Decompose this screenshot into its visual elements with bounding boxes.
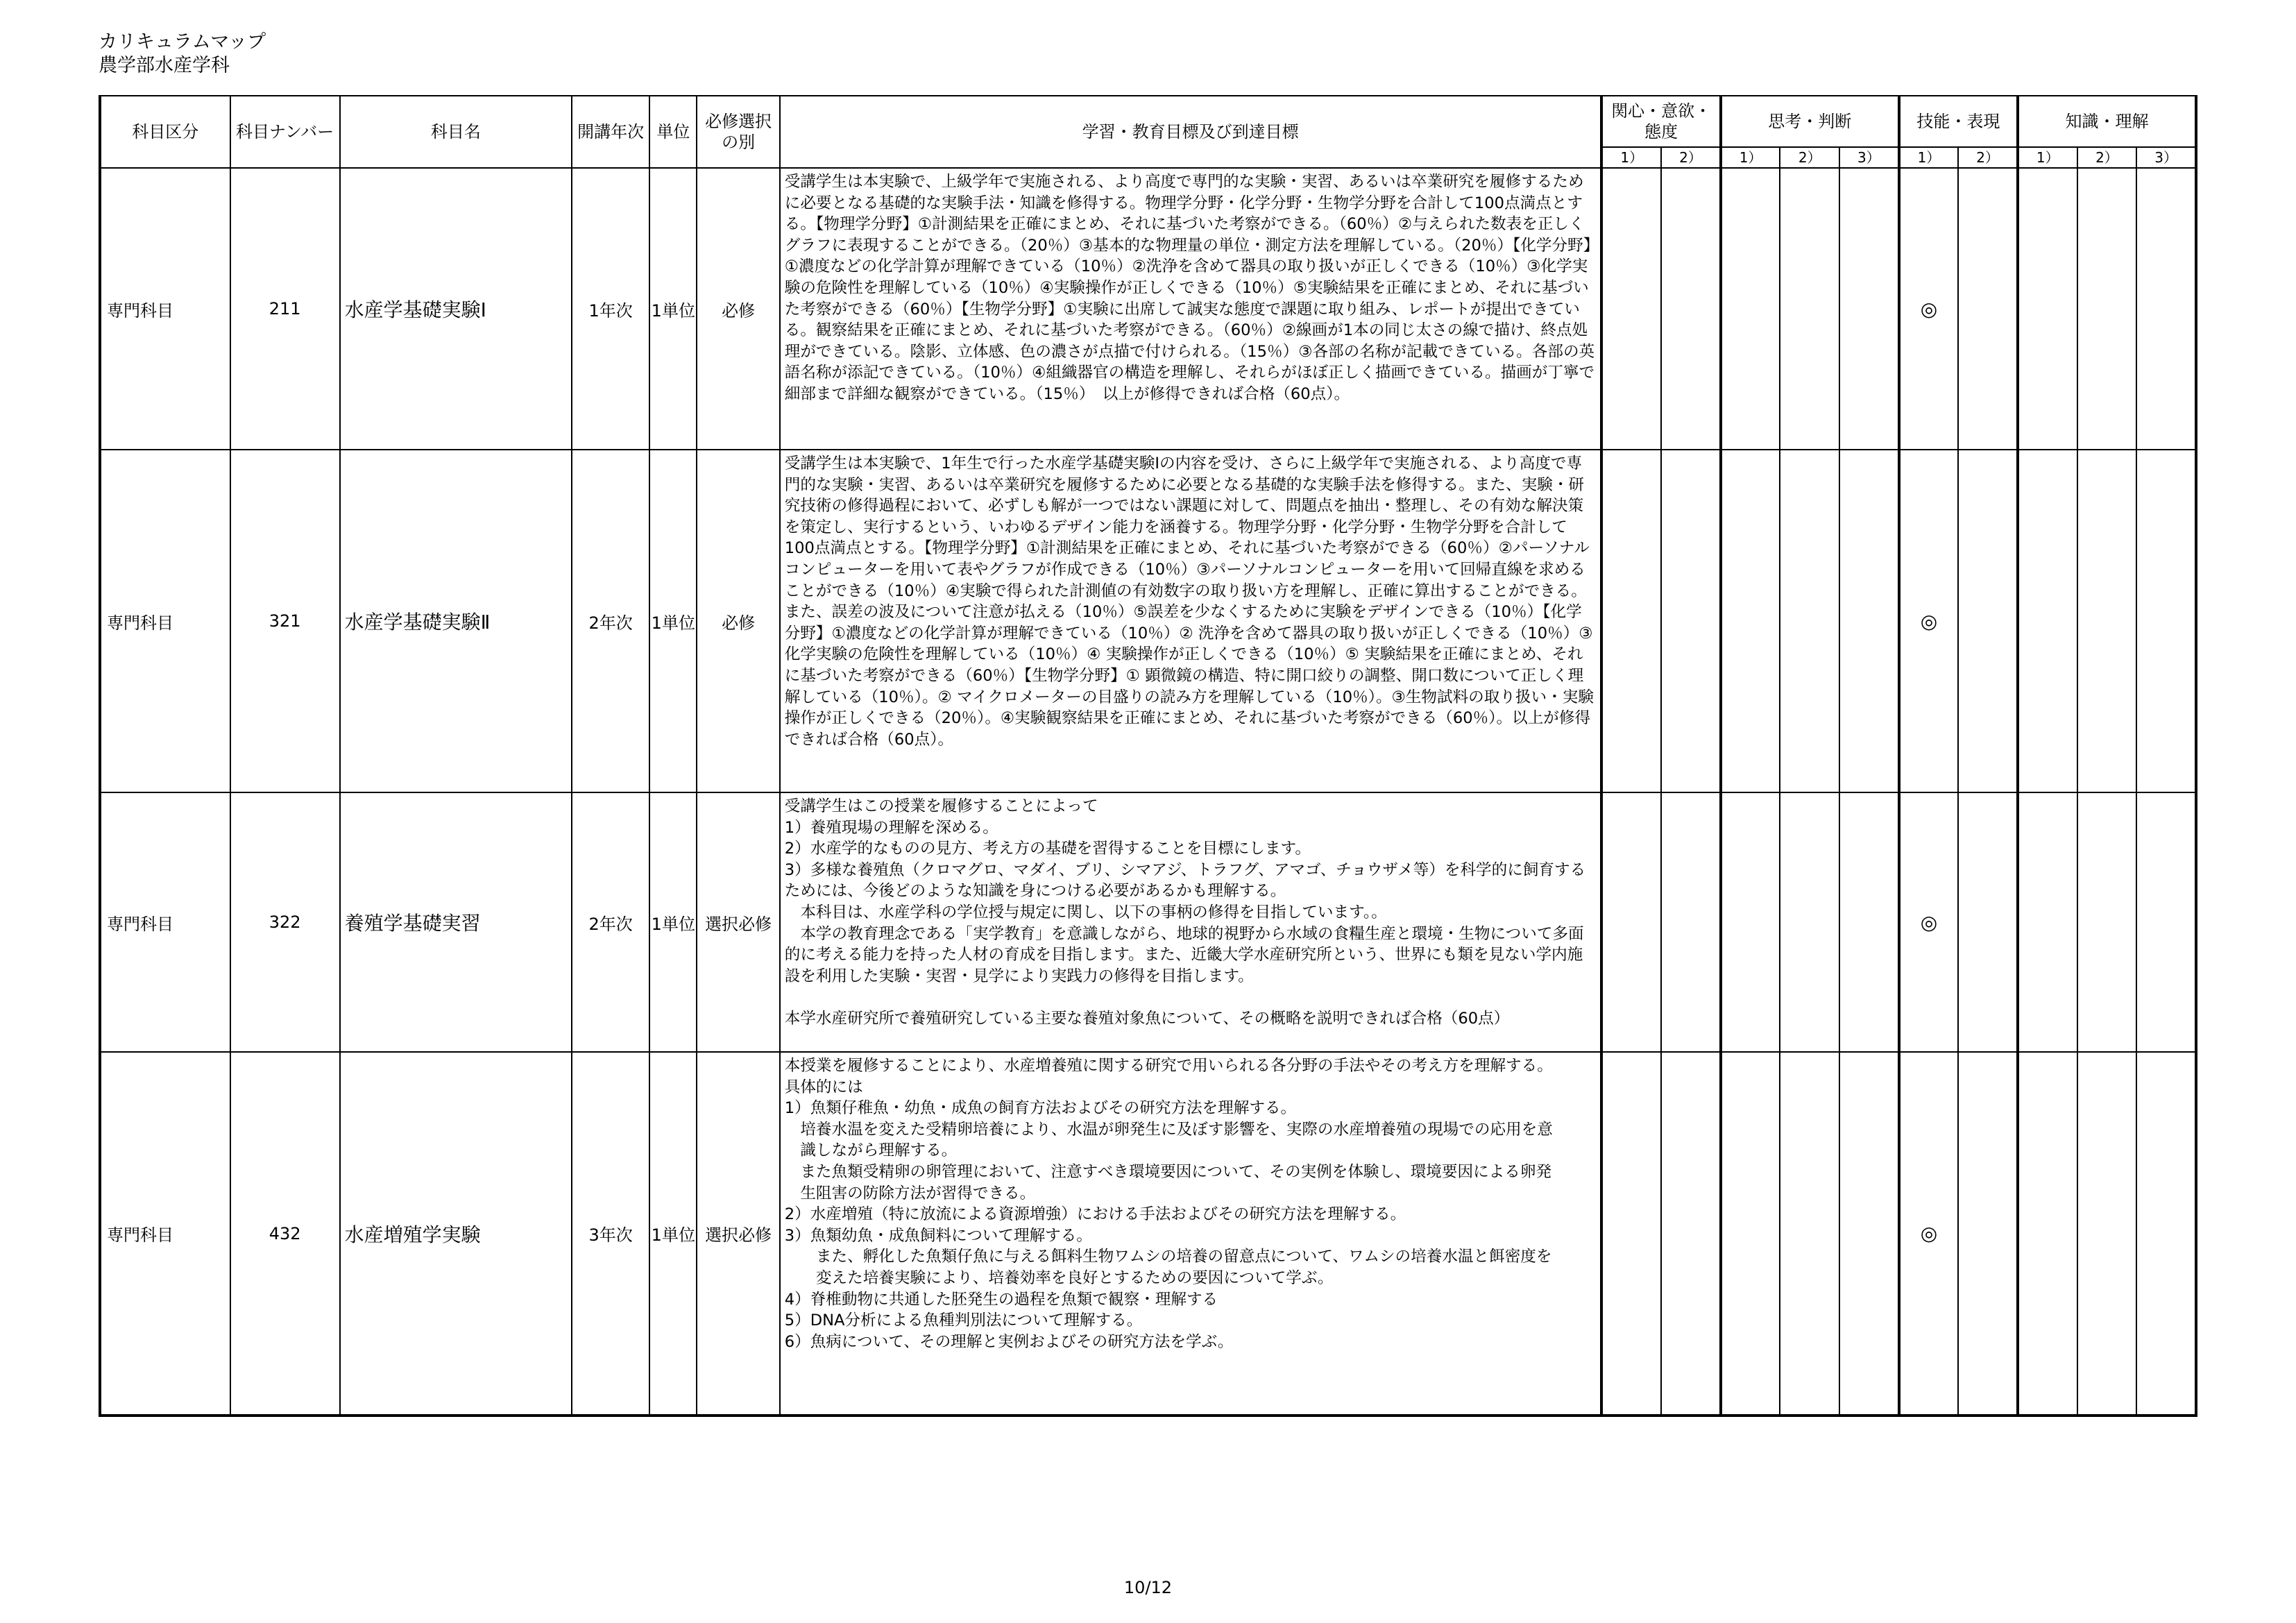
- mark-cell: [1661, 450, 1721, 792]
- header-required: 必修選択の別: [697, 96, 779, 168]
- mark-cell: [2018, 168, 2077, 450]
- year-cell: 1年次: [572, 168, 649, 450]
- goals-description-cell: 受講学生はこの授業を履修することによって 1）養殖現場の理解を深める。 2）水産学的なものの見方、考え方の基礎を習得することを目標にします。 3）多様な養殖魚（クロマグロ、マダイ、ブリ、シマアジ、トラフグ、アマゴ、チョウザメ等）を科学的に飼育するためには、今後どのような知識を身につける必要があるかも理解する。 本科目は、水産学科の学位授与規定に関し、以下の事柄の修得を目指しています。。 本学の教育理念である「実学教育」を意識しながら、地球的視野から水域の食糧生産と環境・生物について多面的に考える能力を持った人材の育成を目指します。また、近畿大学水産研究所という、世界にも類を見ない学内施設を利用した実験・実習・見学により実践力の修得を目指します。 本学水産研究所で養殖研究している主要な養殖対象魚について、その概略を説明できれば合格（60点）: [780, 792, 1602, 1052]
- mark-cell: [2018, 792, 2077, 1052]
- department-name: 農学部水産学科: [99, 55, 230, 76]
- mark-cell: [1721, 168, 1780, 450]
- course-name-cell: 水産学基礎実験Ⅰ: [340, 168, 572, 450]
- sub-header-cell: 1）: [1601, 147, 1661, 168]
- header-interest-attitude: 関心・意欲・態度: [1601, 96, 1720, 147]
- double-circle-mark: ◎: [1899, 792, 1959, 1052]
- credits-cell: 1単位: [649, 168, 697, 450]
- category-cell: 専門科目: [100, 168, 230, 450]
- double-circle-mark: ◎: [1899, 450, 1959, 792]
- mark-cell: [1780, 792, 1839, 1052]
- sub-header-cell: 3）: [2136, 147, 2196, 168]
- sub-header-cell: 3）: [1839, 147, 1899, 168]
- year-cell: 2年次: [572, 792, 649, 1052]
- mark-cell: [1721, 1052, 1780, 1416]
- mark-cell: [2018, 450, 2077, 792]
- mark-cell: [1839, 792, 1899, 1052]
- mark-cell: [2018, 1052, 2077, 1416]
- required-type-cell: 選択必修: [697, 1052, 779, 1416]
- mark-cell: [1780, 450, 1839, 792]
- mark-cell: [1721, 450, 1780, 792]
- mark-cell: [1721, 792, 1780, 1052]
- category-cell: 専門科目: [100, 792, 230, 1052]
- year-cell: 2年次: [572, 450, 649, 792]
- course-name-cell: 水産学基礎実験Ⅱ: [340, 450, 572, 792]
- year-cell: 3年次: [572, 1052, 649, 1416]
- table-row: [100, 1052, 2196, 1416]
- document-title: カリキュラムマップ: [99, 31, 266, 53]
- required-type-cell: 選択必修: [697, 792, 779, 1052]
- mark-cell: [1958, 450, 2018, 792]
- category-cell: 専門科目: [100, 450, 230, 792]
- header-knowledge-understanding: 知識・理解: [2018, 96, 2196, 147]
- curriculum-map-table: [99, 95, 2197, 1417]
- page-header: [99, 31, 266, 78]
- sub-header-cell: 2）: [1780, 147, 1839, 168]
- mark-cell: [1839, 168, 1899, 450]
- table-body: [100, 168, 2196, 1416]
- mark-cell: [2136, 1052, 2196, 1416]
- credits-cell: 1単位: [649, 1052, 697, 1416]
- mark-cell: [2136, 450, 2196, 792]
- mark-cell: [1839, 1052, 1899, 1416]
- mark-cell: [2077, 1052, 2137, 1416]
- table-row: [100, 168, 2196, 450]
- page-number: 10/12: [1123, 1578, 1173, 1597]
- mark-cell: [1661, 792, 1721, 1052]
- required-type-cell: 必修: [697, 168, 779, 450]
- credits-cell: 1単位: [649, 450, 697, 792]
- course-name-cell: 水産増殖学実験: [340, 1052, 572, 1416]
- mark-cell: [1958, 1052, 2018, 1416]
- header-thinking-judgment: 思考・判断: [1721, 96, 1899, 147]
- mark-cell: [1661, 1052, 1721, 1416]
- header-goals: 学習・教育目標及び到達目標: [780, 96, 1602, 168]
- course-name-cell: 養殖学基礎実習: [340, 792, 572, 1052]
- header-year: 開講年次: [572, 96, 649, 168]
- header-category: 科目区分: [100, 96, 230, 168]
- required-type-cell: 必修: [697, 450, 779, 792]
- header-skill-expression: 技能・表現: [1899, 96, 2018, 147]
- mark-cell: [1958, 792, 2018, 1052]
- goals-description-cell: 本授業を履修することにより、水産増養殖に関する研究で用いられる各分野の手法やその考え方を理解する。 具体的には 1）魚類仔稚魚・幼魚・成魚の飼育方法およびその研究方法を理解する。 培養水温を変えた受精卵培養により、水温が卵発生に及ぼす影響を、実際の水産増養殖の現場での応用を意 識しながら理解する。 また魚類受精卵の卵管理において、注意すべき環境要因について、その実例を体験し、環境要因による卵発 生阻害の防除方法が習得できる。 2）水産増殖（特に放流による資源増強）における手法およびその研究方法を理解する。 3）魚類幼魚・成魚飼料について理解する。 また、孵化した魚類仔魚に与える餌料生物ワムシの培養の留意点について、ワムシの培養水温と餌密度を 変えた培養実験により、培養効率を良好とするための要因について学ぶ。 4）脊椎動物に共通した胚発生の過程を魚類で観察・理解する 5）DNA分析による魚種判別法について理解する。 6）魚病について、その理解と実例およびその研究方法を学ぶ。: [780, 1052, 1602, 1416]
- mark-cell: [2077, 168, 2137, 450]
- course-number-cell: 322: [230, 792, 340, 1052]
- header-name: 科目名: [340, 96, 572, 168]
- mark-cell: [2136, 792, 2196, 1052]
- mark-cell: [1601, 792, 1661, 1052]
- sub-header-cell: 2）: [1661, 147, 1721, 168]
- header-credits: 単位: [649, 96, 697, 168]
- course-number-cell: 321: [230, 450, 340, 792]
- course-number-cell: 432: [230, 1052, 340, 1416]
- double-circle-mark: ◎: [1899, 168, 1959, 450]
- mark-cell: [1780, 1052, 1839, 1416]
- double-circle-mark: ◎: [1899, 1052, 1959, 1416]
- sub-header-cell: 1）: [1899, 147, 1959, 168]
- table-row: [100, 450, 2196, 792]
- sub-header-cell: 2）: [1958, 147, 2018, 168]
- credits-cell: 1単位: [649, 792, 697, 1052]
- mark-cell: [2136, 168, 2196, 450]
- course-number-cell: 211: [230, 168, 340, 450]
- mark-cell: [1601, 168, 1661, 450]
- sub-header-cell: 1）: [1721, 147, 1780, 168]
- sub-header-cell: 2）: [2077, 147, 2137, 168]
- mark-cell: [2077, 450, 2137, 792]
- header-number: 科目ナンバー: [230, 96, 340, 168]
- sub-header-cell: 1）: [2018, 147, 2077, 168]
- mark-cell: [1601, 450, 1661, 792]
- mark-cell: [1839, 450, 1899, 792]
- table-row: [100, 792, 2196, 1052]
- goals-description-cell: 受講学生は本実験で、1年生で行った水産学基礎実験Ⅰの内容を受け、さらに上級学年で実施される、より高度で専門的な実験・実習、あるいは卒業研究を履修するために必要となる基礎的な実験手法を修得する。また、実験・研究技術の修得過程において、必ずしも解が一つではない課題に対して、問題点を抽出・整理し、その有効な解決策を策定し、実行するという、いわゆるデザイン能力を涵養する。物理学分野・化学分野・生物学分野を合計して100点満点とする。【物理学分野】①計測結果を正確にまとめ、それに基づいた考察ができる（60％）②パーソナルコンピューターを用いて表やグラフが作成できる（10％）③パーソナルコンピューターを用いて回帰直線を求めることができる（10％）④実験で得られた計測値の有効数字の取り扱い方を理解し、正確に算出することができる。また、誤差の波及について注意が払える（10％）⑤誤差を少なくするために実験をデザインできる（10％）【化学分野】①濃度などの化学計算が理解できている（10％）② 洗浄を含めて器具の取り扱いが正しくできる（10％）③化学実験の危険性を理解している（10％）④ 実験操作が正しくできる（10％）⑤ 実験結果を正確にまとめ、それに基づいた考察ができる（60％）【生物学分野】① 顕微鏡の構造、特に開口絞りの調整、開口数について正しく理解している（10％）。② マイクロメーターの目盛りの読み方を理解している（10％）。③生物試料の取り扱い・実験操作が正しくできる（20％）。④実験観察結果を正確にまとめ、それに基づいた考察ができる（60％）。以上が修得できれば合格（60点）。: [780, 450, 1602, 792]
- goals-description-cell: 受講学生は本実験で、上級学年で実施される、より高度で専門的な実験・実習、あるいは卒業研究を履修するために必要となる基礎的な実験手法・知識を修得する。物理学分野・化学分野・生物学分野を合計して100点満点とする。【物理学分野】①計測結果を正確にまとめ、それに基づいた考察ができる。（60％）②与えられた数表を正しくグラフに表現することができる。（20％）③基本的な物理量の単位・測定方法を理解している。（20％）【化学分野】①濃度などの化学計算が理解できている（10％）②洗浄を含めて器具の取り扱いが正しくできる（10％）③化学実験の危険性を理解している（10％）④実験操作が正しくできる（10％）⑤実験結果を正確にまとめ、それに基づいた考察ができる（60％）【生物学分野】①実験に出席して誠実な態度で課題に取り組み、レポートが提出できている。観察結果を正確にまとめ、それに基づいた考察ができる。（60％）②線画が1本の同じ太さの線で描け、終点処理ができている。陰影、立体感、色の濃さが点描で付けられる。（15％）③各部の名称が記載できている。各部の英語名称が添記できている。（10％）④組織器官の構造を理解し、それらがほぼ正しく描画できている。描画が丁寧で細部まで詳細な観察ができている。（15％） 以上が修得できれば合格（60点）。: [780, 168, 1602, 450]
- mark-cell: [1780, 168, 1839, 450]
- mark-cell: [2077, 792, 2137, 1052]
- category-cell: 専門科目: [100, 1052, 230, 1416]
- mark-cell: [1601, 1052, 1661, 1416]
- mark-cell: [1661, 168, 1721, 450]
- mark-cell: [1958, 168, 2018, 450]
